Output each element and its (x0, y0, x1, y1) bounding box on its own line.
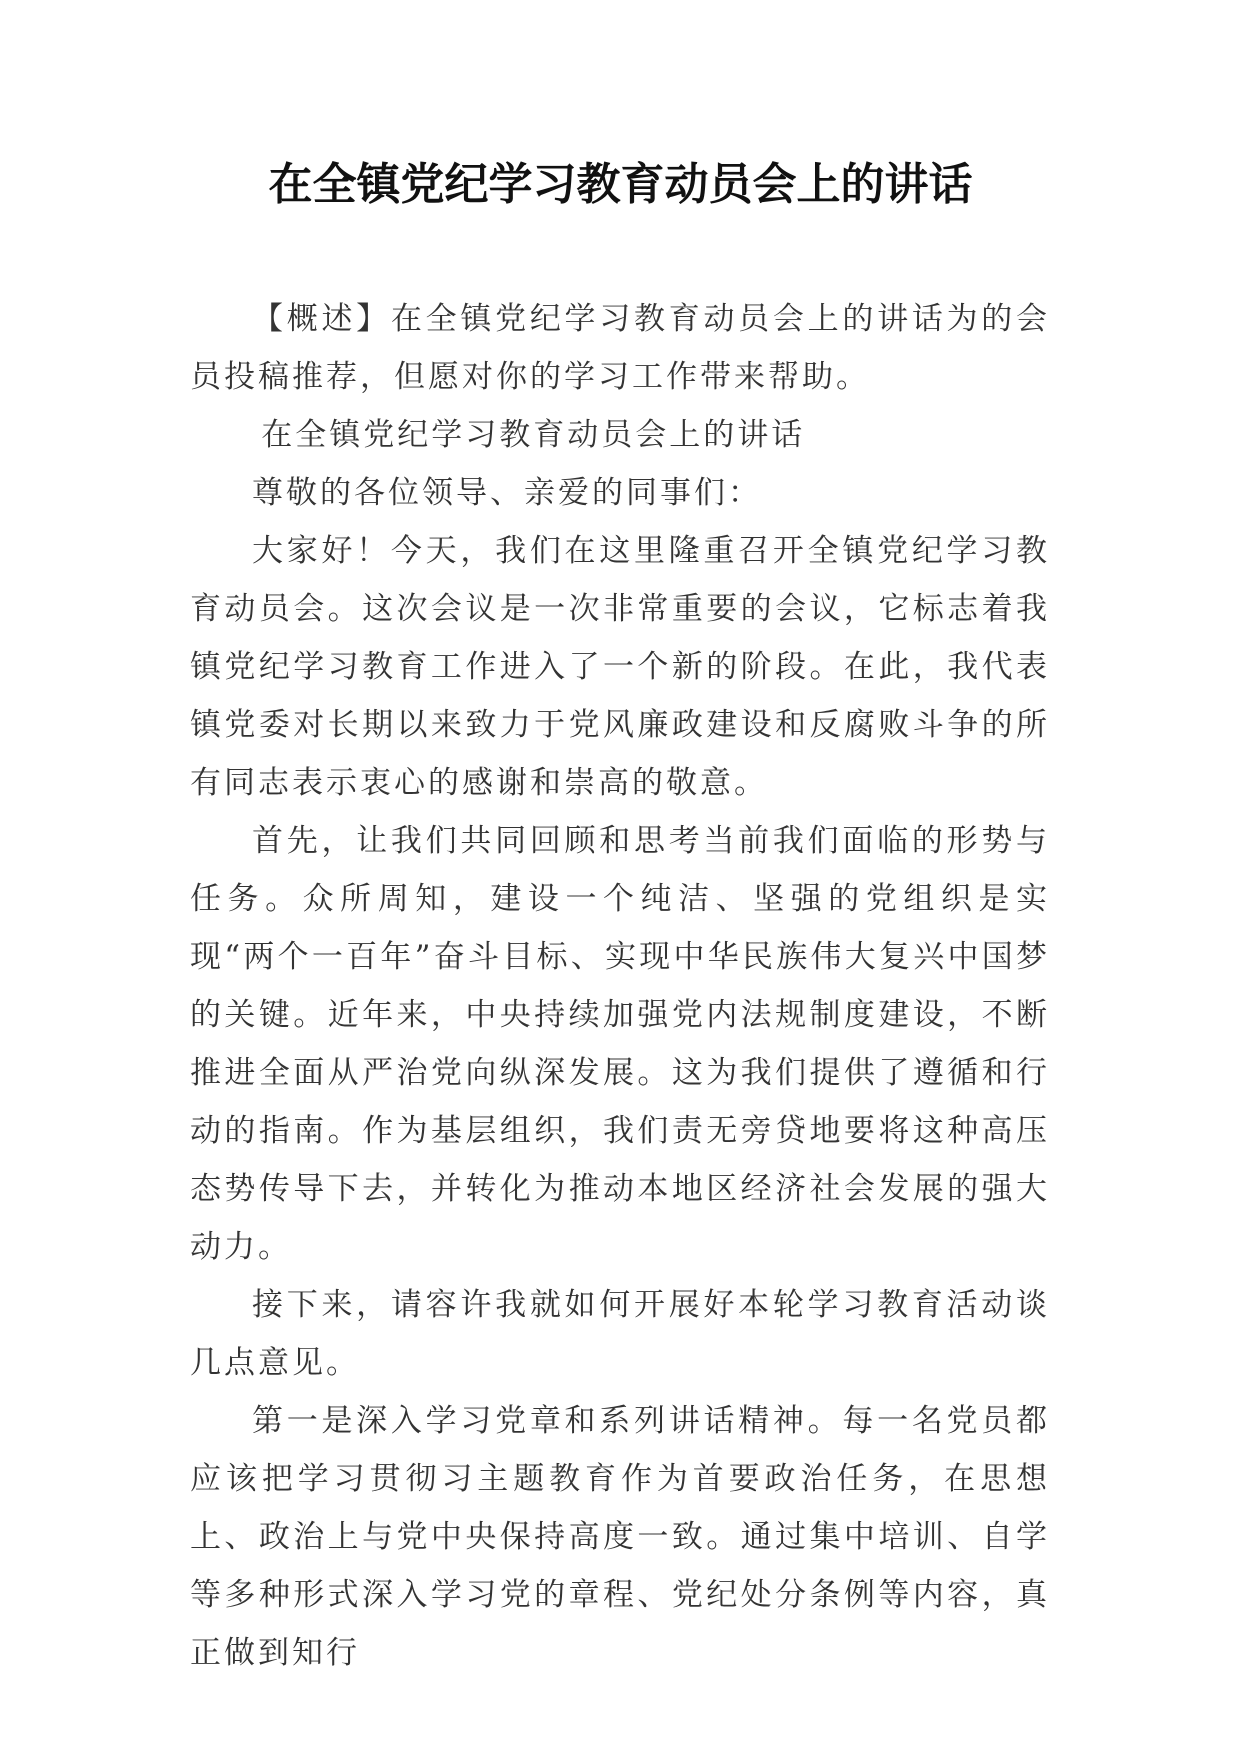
speech-heading: 在全镇党纪学习教育动员会上的讲话 (261, 417, 806, 453)
summary-paragraph: 【概述】在全镇党纪学习教育动员会上的讲话为的会员投稿推荐，但愿对你的学习工作带来帮助。 (190, 301, 1050, 395)
body-paragraph-greeting: 大家好！今天，我们在这里隆重召开全镇党纪学习教育动员会。这次会议是一次非常重要的会议，它标志着我镇党纪学习教育工作进入了一个新的阶段。在此，我代表镇党委对长期以来致力于党风廉政建设和反腐败斗争的所有同志表示衷心的感谢和崇高的敬意。 (190, 533, 1050, 801)
document-title: 在全镇党纪学习教育动员会上的讲话 (268, 159, 973, 210)
body-paragraph-first-point: 第一是深入学习党章和系列讲话精神。每一名党员都应该把学习贯彻习主题教育作为首要政治任务，在思想上、政治上与党中央保持高度一致。通过集中培训、自学等多种形式深入学习党的章程、党纪处分条例等内容，真正做到知行 (190, 1403, 1050, 1671)
body-paragraph-opinions-intro: 接下来，请容许我就如何开展好本轮学习教育活动谈几点意见。 (190, 1287, 1050, 1381)
document-body (190, 290, 1050, 1682)
body-paragraph-situation: 首先，让我们共同回顾和思考当前我们面临的形势与任务。众所周知，建设一个纯洁、坚强的党组织是实现“两个一百年”奋斗目标、实现中华民族伟大复兴中国梦的关键。近年来，中央持续加强党内法规制度建设，不断推进全面从严治党向纵深发展。这为我们提供了遵循和行动的指南。作为基层组织，我们责无旁贷地要将这种高压态势传导下去，并转化为推动本地区经济社会发展的强大动力。 (190, 823, 1050, 1265)
salutation-paragraph: 尊敬的各位领导、亲爱的同事们： (252, 475, 762, 511)
